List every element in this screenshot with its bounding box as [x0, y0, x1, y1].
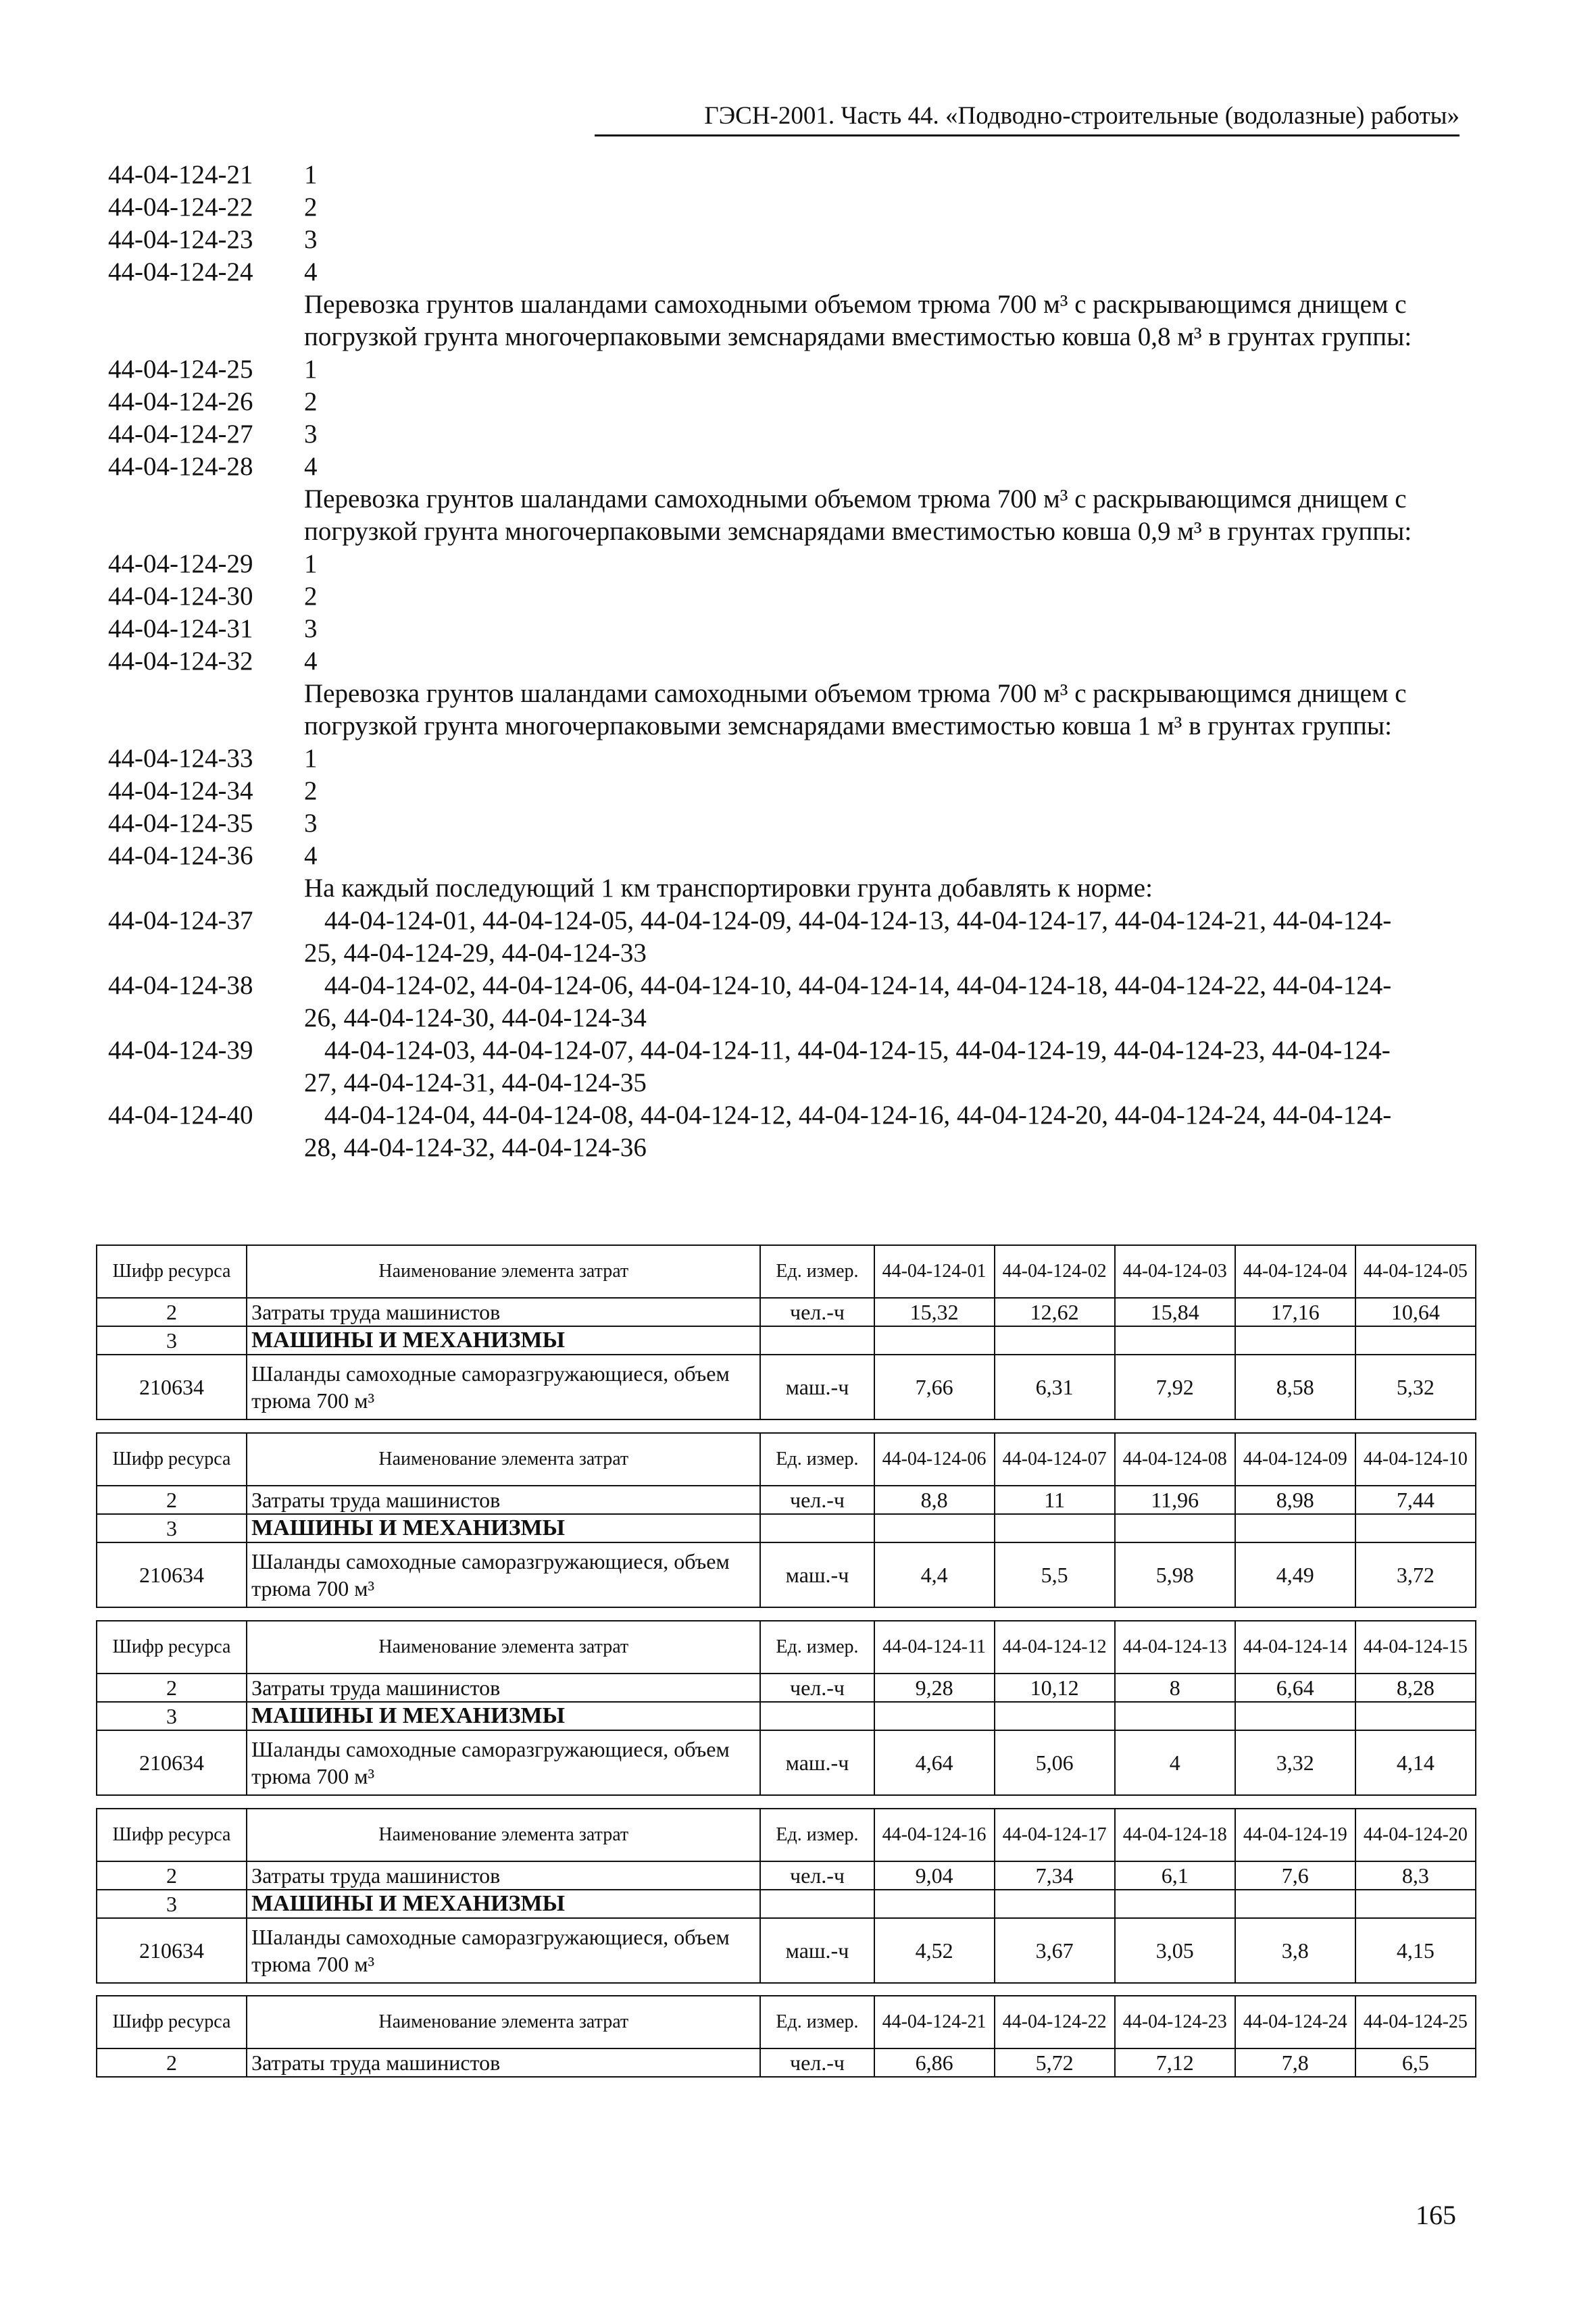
norm-value: 4,15 [1355, 1918, 1476, 1983]
header-cost-element: Наименование элемента затрат [247, 1245, 760, 1298]
resource-table [96, 1995, 1476, 2078]
unit: чел.-ч [760, 1861, 874, 1890]
norm-value: 11 [995, 1486, 1115, 1514]
list-item-text: 3 [304, 614, 318, 643]
norm-value: 5,5 [995, 1542, 1115, 1607]
table-row [97, 2048, 1476, 2077]
header-norm-code: 44-04-124-09 [1235, 1433, 1355, 1486]
table-row [97, 1298, 1476, 1326]
list-item-text: 44-04-124-02, 44-04-124-06, 44-04-124-10, 44-04-124-14, 44-04-124-18, 44-04-124-22, 44-04-124-26, 44-04-124-30, 44-04-124-34 [304, 971, 1392, 1032]
norm-value: 8 [1115, 1674, 1235, 1702]
header-norm-code: 44-04-124-19 [1235, 1809, 1355, 1861]
resource-code: 3 [97, 1890, 247, 1918]
cost-element-name: Шаланды самоходные саморазгружающиеся, объем трюма 700 м³ [247, 1355, 760, 1419]
resource-code: 3 [97, 1326, 247, 1355]
list-item [108, 580, 1419, 613]
list-item-code [108, 678, 304, 743]
header-norm-code: 44-04-124-08 [1115, 1433, 1235, 1486]
empty-cell [1355, 1326, 1476, 1355]
norm-value: 5,06 [995, 1730, 1115, 1795]
header-norm-code: 44-04-124-11 [874, 1621, 995, 1674]
header-resource-code: Шифр ресурса [97, 1809, 247, 1861]
list-item-code: 44-04-124-28 [108, 452, 253, 481]
list-item-text: Перевозка грунтов шаландами самоходными объемом трюма 700 м³ с раскрывающимся днищем с погрузкой грунта многочерпаковыми земснарядами вместимостью ковша 1 м³ в грунтах группы: [304, 679, 1407, 740]
header-norm-code: 44-04-124-01 [874, 1245, 995, 1298]
empty-cell [760, 1702, 874, 1730]
header-norm-code: 44-04-124-12 [995, 1621, 1115, 1674]
norm-value: 7,66 [874, 1355, 995, 1419]
list-item-text: 4 [304, 257, 318, 286]
empty-cell [1235, 1890, 1355, 1918]
list-item-code [108, 483, 304, 548]
norm-value: 3,05 [1115, 1918, 1235, 1983]
norm-value: 7,8 [1235, 2048, 1355, 2077]
header-norm-code: 44-04-124-23 [1115, 1996, 1235, 2048]
norm-value: 6,31 [995, 1355, 1115, 1419]
norm-value: 4 [1115, 1730, 1235, 1795]
unit: чел.-ч [760, 1674, 874, 1702]
list-item-text: Перевозка грунтов шаландами самоходными объемом трюма 700 м³ с раскрывающимся днищем с погрузкой грунта многочерпаковыми земснарядами вместимостью ковша 0,8 м³ в грунтах группы: [304, 290, 1412, 351]
header-cost-element: Наименование элемента затрат [247, 1621, 760, 1674]
table-row [97, 1890, 1476, 1918]
empty-cell [760, 1890, 874, 1918]
list-item [108, 840, 1419, 872]
table-row [97, 1542, 1476, 1607]
list-item [108, 159, 1419, 191]
norm-value: 15,32 [874, 1298, 995, 1326]
empty-cell [1355, 1890, 1476, 1918]
list-item-text: 44-04-124-03, 44-04-124-07, 44-04-124-11, 44-04-124-15, 44-04-124-19, 44-04-124-23, 44-04-124-27, 44-04-124-31, 44-04-124-35 [304, 1036, 1391, 1097]
empty-cell [1235, 1326, 1355, 1355]
empty-cell [1115, 1514, 1235, 1542]
section-title: МАШИНЫ И МЕХАНИЗМЫ [247, 1702, 760, 1730]
norm-value: 8,58 [1235, 1355, 1355, 1419]
unit: чел.-ч [760, 1486, 874, 1514]
norm-value: 5,98 [1115, 1542, 1235, 1607]
norm-value: 11,96 [1115, 1486, 1235, 1514]
header-unit: Ед. измер. [760, 1245, 874, 1298]
list-item-code: 44-04-124-25 [108, 355, 253, 384]
header-unit: Ед. измер. [760, 1621, 874, 1674]
empty-cell [1115, 1890, 1235, 1918]
header-norm-code: 44-04-124-07 [995, 1433, 1115, 1486]
list-item-text: 3 [304, 420, 318, 449]
section-title: МАШИНЫ И МЕХАНИЗМЫ [247, 1514, 760, 1542]
resource-table [96, 1432, 1476, 1608]
table-row [97, 1326, 1476, 1355]
header-cost-element: Наименование элемента затрат [247, 1433, 760, 1486]
list-item-code: 44-04-124-23 [108, 225, 253, 254]
empty-cell [995, 1702, 1115, 1730]
list-item-text: Перевозка грунтов шаландами самоходными объемом трюма 700 м³ с раскрывающимся днищем с погрузкой грунта многочерпаковыми земснарядами вместимостью ковша 0,9 м³ в грунтах группы: [304, 484, 1412, 546]
resource-code: 210634 [97, 1355, 247, 1419]
table-row [97, 1355, 1476, 1419]
norm-code-list [108, 159, 1419, 1164]
resource-code: 2 [97, 2048, 247, 2077]
norm-value: 15,84 [1115, 1298, 1235, 1326]
list-item-code: 44-04-124-34 [108, 776, 253, 805]
list-item-text: 1 [304, 355, 318, 384]
list-item-code: 44-04-124-21 [108, 160, 253, 189]
header-norm-code: 44-04-124-20 [1355, 1809, 1476, 1861]
resource-code: 3 [97, 1514, 247, 1542]
norm-value: 3,72 [1355, 1542, 1476, 1607]
unit: маш.-ч [760, 1918, 874, 1983]
empty-cell [874, 1890, 995, 1918]
table-row [97, 1702, 1476, 1730]
list-item [108, 386, 1419, 418]
list-item [108, 353, 1419, 386]
list-item-text: 3 [304, 225, 318, 254]
norm-value: 5,32 [1355, 1355, 1476, 1419]
resource-table [96, 1244, 1476, 1420]
resource-code: 2 [97, 1486, 247, 1514]
list-description [108, 678, 1419, 743]
norm-value: 6,86 [874, 2048, 995, 2077]
cost-element-name: Затраты труда машинистов [247, 1298, 760, 1326]
page-header: ГЭСН-2001. Часть 44. «Подводно-строительные (водолазные) работы» [595, 101, 1460, 136]
list-item-text: 2 [304, 776, 318, 805]
unit: маш.-ч [760, 1730, 874, 1795]
resource-table [96, 1808, 1476, 1984]
list-item [108, 451, 1419, 483]
list-item [108, 548, 1419, 580]
list-item-code: 44-04-124-37 [108, 906, 253, 935]
norm-value: 17,16 [1235, 1298, 1355, 1326]
page-number: 165 [1416, 2200, 1456, 2230]
header-norm-code: 44-04-124-21 [874, 1996, 995, 2048]
norm-value: 4,64 [874, 1730, 995, 1795]
list-item-text: 3 [304, 809, 318, 838]
list-item-text: 1 [304, 744, 318, 773]
list-item-text: На каждый последующий 1 км транспортировки грунта добавлять к норме: [304, 874, 1153, 903]
norm-value: 4,52 [874, 1918, 995, 1983]
section-title: МАШИНЫ И МЕХАНИЗМЫ [247, 1890, 760, 1918]
empty-cell [874, 1326, 995, 1355]
norm-value: 4,4 [874, 1542, 995, 1607]
list-item-code: 44-04-124-31 [108, 614, 253, 643]
norm-value: 7,34 [995, 1861, 1115, 1890]
norm-value: 5,72 [995, 2048, 1115, 2077]
header-resource-code: Шифр ресурса [97, 1996, 247, 2048]
list-item-code: 44-04-124-40 [108, 1101, 253, 1130]
norm-value: 12,62 [995, 1298, 1115, 1326]
list-item-text: 2 [304, 387, 318, 416]
empty-cell [1115, 1702, 1235, 1730]
resource-code: 210634 [97, 1918, 247, 1983]
header-norm-code: 44-04-124-18 [1115, 1809, 1235, 1861]
norm-value: 3,67 [995, 1918, 1115, 1983]
cost-element-name: Шаланды самоходные саморазгружающиеся, объем трюма 700 м³ [247, 1542, 760, 1607]
norm-value: 3,32 [1235, 1730, 1355, 1795]
list-description [108, 872, 1419, 905]
list-item [108, 613, 1419, 645]
list-item-text: 44-04-124-01, 44-04-124-05, 44-04-124-09, 44-04-124-13, 44-04-124-17, 44-04-124-21, 44-04-124-25, 44-04-124-29, 44-04-124-33 [304, 906, 1392, 967]
list-item-code: 44-04-124-22 [108, 193, 253, 222]
cost-element-name: Затраты труда машинистов [247, 2048, 760, 2077]
header-norm-code: 44-04-124-15 [1355, 1621, 1476, 1674]
header-cost-element: Наименование элемента затрат [247, 1996, 760, 2048]
empty-cell [1355, 1514, 1476, 1542]
norm-value: 7,92 [1115, 1355, 1235, 1419]
list-item [108, 1099, 1419, 1164]
resource-code: 210634 [97, 1730, 247, 1795]
unit: чел.-ч [760, 1298, 874, 1326]
header-cost-element: Наименование элемента затрат [247, 1809, 760, 1861]
resource-table [96, 1620, 1476, 1796]
header-unit: Ед. измер. [760, 1996, 874, 2048]
empty-cell [874, 1514, 995, 1542]
header-norm-code: 44-04-124-04 [1235, 1245, 1355, 1298]
empty-cell [1235, 1702, 1355, 1730]
norm-value: 6,1 [1115, 1861, 1235, 1890]
empty-cell [995, 1890, 1115, 1918]
header-norm-code: 44-04-124-14 [1235, 1621, 1355, 1674]
norm-value: 8,8 [874, 1486, 995, 1514]
resource-code: 3 [97, 1702, 247, 1730]
empty-cell [1355, 1702, 1476, 1730]
table-row [97, 1861, 1476, 1890]
norm-value: 10,64 [1355, 1298, 1476, 1326]
norm-value: 9,28 [874, 1674, 995, 1702]
list-item-text: 2 [304, 582, 318, 611]
header-resource-code: Шифр ресурса [97, 1621, 247, 1674]
list-item-code [108, 872, 304, 905]
header-unit: Ед. измер. [760, 1809, 874, 1861]
norm-value: 6,5 [1355, 2048, 1476, 2077]
norm-value: 9,04 [874, 1861, 995, 1890]
unit: маш.-ч [760, 1355, 874, 1419]
list-item [108, 418, 1419, 451]
list-item-code: 44-04-124-30 [108, 582, 253, 611]
header-norm-code: 44-04-124-22 [995, 1996, 1115, 2048]
resource-code: 2 [97, 1861, 247, 1890]
list-description [108, 288, 1419, 353]
empty-cell [760, 1514, 874, 1542]
norm-value: 8,28 [1355, 1674, 1476, 1702]
norm-value: 7,44 [1355, 1486, 1476, 1514]
norm-value: 7,12 [1115, 2048, 1235, 2077]
header-norm-code: 44-04-124-06 [874, 1433, 995, 1486]
list-item [108, 775, 1419, 807]
norm-value: 10,12 [995, 1674, 1115, 1702]
table-row [97, 1514, 1476, 1542]
header-resource-code: Шифр ресурса [97, 1245, 247, 1298]
norm-value: 3,8 [1235, 1918, 1355, 1983]
list-item [108, 807, 1419, 840]
header-resource-code: Шифр ресурса [97, 1433, 247, 1486]
header-norm-code: 44-04-124-13 [1115, 1621, 1235, 1674]
empty-cell [995, 1514, 1115, 1542]
list-item [108, 905, 1419, 970]
empty-cell [874, 1702, 995, 1730]
empty-cell [1115, 1326, 1235, 1355]
header-norm-code: 44-04-124-24 [1235, 1996, 1355, 2048]
list-item [108, 1034, 1419, 1099]
list-item-code: 44-04-124-39 [108, 1036, 253, 1065]
list-item-text: 1 [304, 160, 318, 189]
list-item [108, 191, 1419, 224]
list-item-text: 4 [304, 841, 318, 870]
list-item-code: 44-04-124-38 [108, 971, 253, 1000]
list-item-text: 4 [304, 452, 318, 481]
resource-code: 2 [97, 1674, 247, 1702]
header-norm-code: 44-04-124-16 [874, 1809, 995, 1861]
unit: чел.-ч [760, 2048, 874, 2077]
cost-element-name: Затраты труда машинистов [247, 1486, 760, 1514]
list-item [108, 970, 1419, 1034]
list-description [108, 483, 1419, 548]
norm-value: 4,14 [1355, 1730, 1476, 1795]
list-item-code [108, 288, 304, 353]
list-item-text: 4 [304, 647, 318, 676]
list-item-code: 44-04-124-26 [108, 387, 253, 416]
list-item-code: 44-04-124-24 [108, 257, 253, 286]
list-item-code: 44-04-124-36 [108, 841, 253, 870]
header-norm-code: 44-04-124-03 [1115, 1245, 1235, 1298]
list-item-text: 1 [304, 549, 318, 578]
section-title: МАШИНЫ И МЕХАНИЗМЫ [247, 1326, 760, 1355]
cost-element-name: Затраты труда машинистов [247, 1674, 760, 1702]
header-unit: Ед. измер. [760, 1433, 874, 1486]
list-item-text: 2 [304, 193, 318, 222]
table-row [97, 1674, 1476, 1702]
norm-value: 8,3 [1355, 1861, 1476, 1890]
norm-value: 7,6 [1235, 1861, 1355, 1890]
empty-cell [1235, 1514, 1355, 1542]
list-item [108, 743, 1419, 775]
empty-cell [760, 1326, 874, 1355]
header-norm-code: 44-04-124-25 [1355, 1996, 1476, 2048]
list-item [108, 645, 1419, 678]
list-item [108, 256, 1419, 288]
list-item-code: 44-04-124-29 [108, 549, 253, 578]
header-norm-code: 44-04-124-10 [1355, 1433, 1476, 1486]
unit: маш.-ч [760, 1542, 874, 1607]
cost-element-name: Затраты труда машинистов [247, 1861, 760, 1890]
header-norm-code: 44-04-124-17 [995, 1809, 1115, 1861]
list-item-code: 44-04-124-35 [108, 809, 253, 838]
table-row [97, 1730, 1476, 1795]
list-item-code: 44-04-124-32 [108, 647, 253, 676]
resource-code: 2 [97, 1298, 247, 1326]
header-norm-code: 44-04-124-02 [995, 1245, 1115, 1298]
list-item-code: 44-04-124-33 [108, 744, 253, 773]
norm-value: 8,98 [1235, 1486, 1355, 1514]
list-item-code: 44-04-124-27 [108, 420, 253, 449]
cost-element-name: Шаланды самоходные саморазгружающиеся, объем трюма 700 м³ [247, 1730, 760, 1795]
table-row [97, 1918, 1476, 1983]
norm-value: 6,64 [1235, 1674, 1355, 1702]
cost-element-name: Шаланды самоходные саморазгружающиеся, объем трюма 700 м³ [247, 1918, 760, 1983]
norm-value: 4,49 [1235, 1542, 1355, 1607]
resource-code: 210634 [97, 1542, 247, 1607]
list-item [108, 224, 1419, 256]
list-item-text: 44-04-124-04, 44-04-124-08, 44-04-124-12, 44-04-124-16, 44-04-124-20, 44-04-124-24, 44-04-124-28, 44-04-124-32, 44-04-124-36 [304, 1101, 1392, 1162]
header-norm-code: 44-04-124-05 [1355, 1245, 1476, 1298]
empty-cell [995, 1326, 1115, 1355]
table-row [97, 1486, 1476, 1514]
